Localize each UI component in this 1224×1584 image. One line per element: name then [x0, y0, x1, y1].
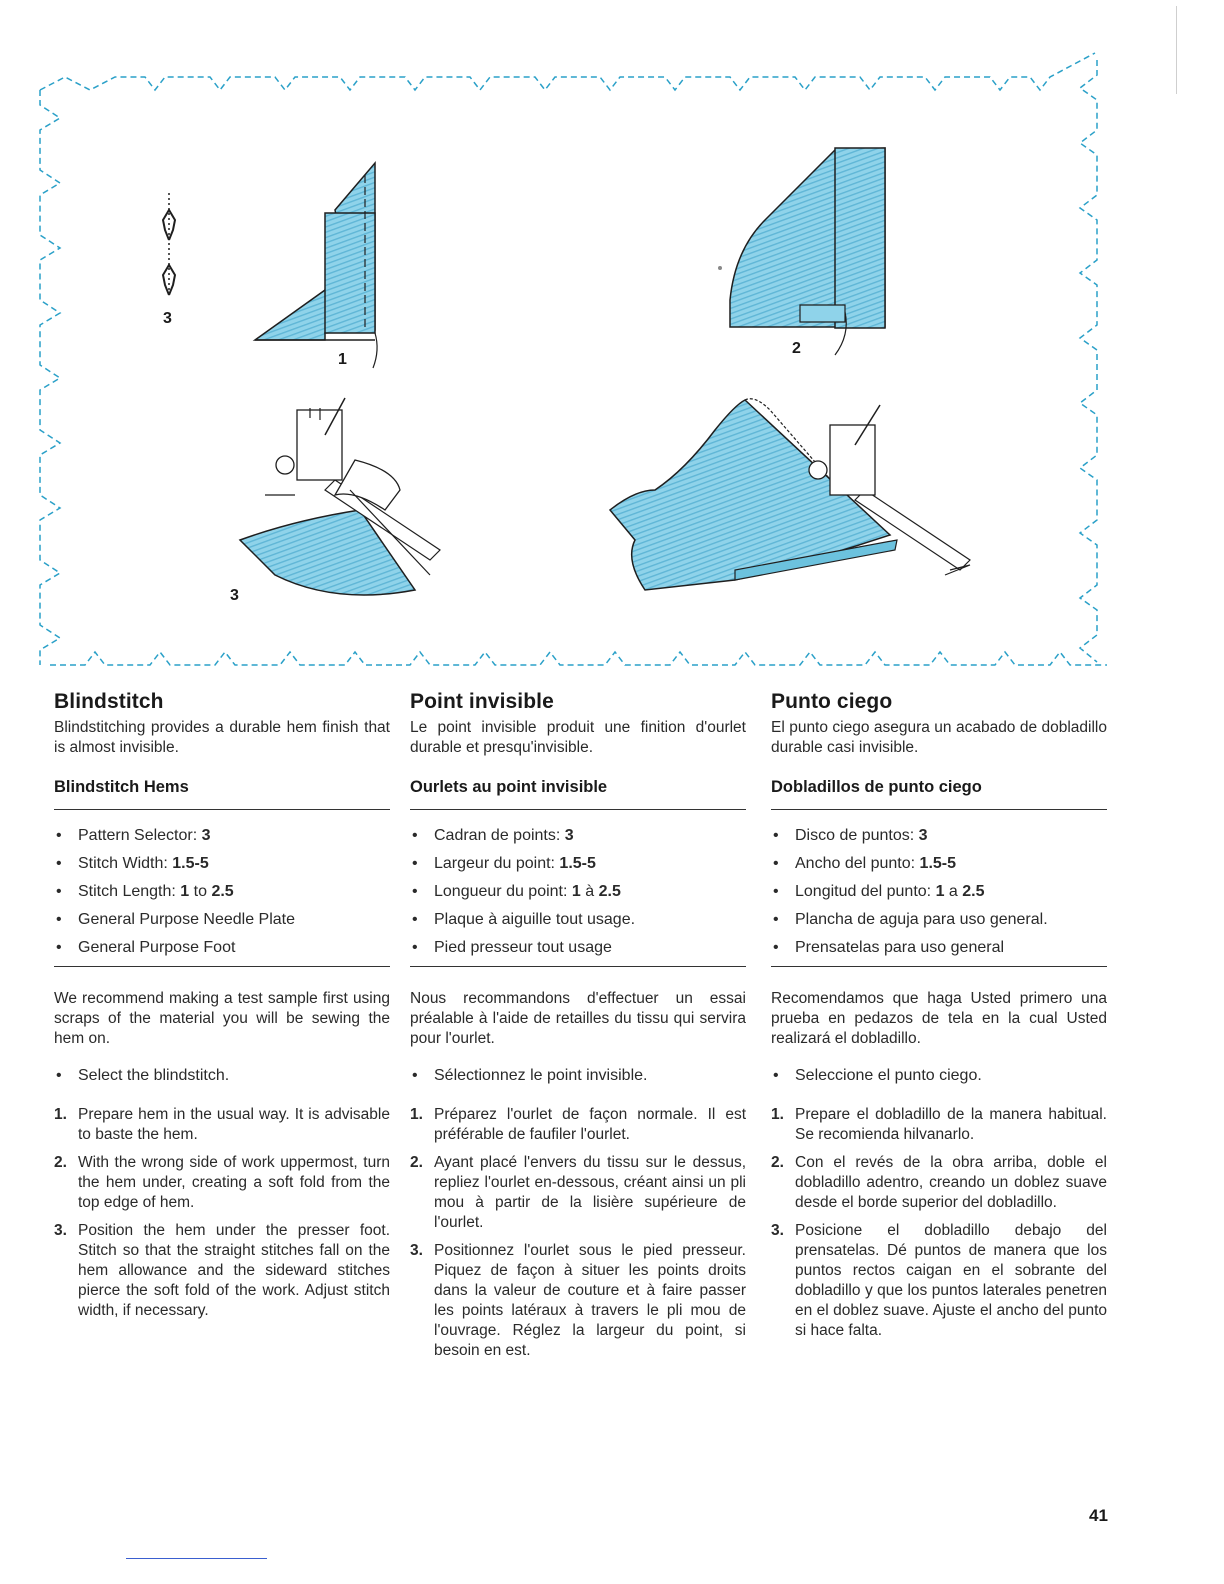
recommendation-text: Nous recommandons d'effectuer un essai préalable à l'aide de retailles du tissu qui servira pour l'ourlet.: [410, 990, 746, 1047]
settings-list: [771, 809, 1107, 967]
step-item: 3. Position the hem under the presser foot. Stitch so that the straight stitches fall on the hem allowance and the sideward stitches pierce the soft fold of the work. Adjust stitch width, if necessary.: [54, 1222, 390, 1319]
setting-item: • Pattern Selector: 3: [54, 822, 390, 850]
page-edge-mark: [1176, 6, 1177, 94]
settings-list: [54, 809, 390, 967]
column-french: [410, 690, 746, 1369]
section-intro: Le point invisible produit une finition d'ourlet durable et presqu'invisible.: [410, 719, 746, 756]
section-title: Blindstitch: [54, 690, 164, 713]
step-item: 2. Ayant placé l'envers du tissu sur le dessus, repliez l'ourlet en-dessous, créant ainsi un pli mou à partir de la lisière supérieure de l'ourlet.: [410, 1154, 746, 1231]
page-number: 41: [1089, 1506, 1108, 1525]
steps-list: [771, 1105, 1107, 1341]
setting-item: • Stitch Width: 1.5-5: [54, 850, 390, 878]
fabric-step2-illustration: [718, 148, 885, 355]
section-intro: Blindstitching provides a durable hem finish that is almost invisible.: [54, 719, 390, 756]
setting-item: • Longitud del punto: 1 a 2.5: [771, 878, 1107, 906]
zigzag-border-top: [40, 53, 1095, 90]
step2-label: 2: [792, 340, 801, 357]
setting-item: • Cadran de points: 3: [410, 822, 746, 850]
select-instruction: • Seleccione el punto ciego.: [771, 1067, 1107, 1085]
recommendation-text: We recommend making a test sample first using scraps of the material you will be sewing the hem on.: [54, 990, 390, 1047]
blindstitch-symbol-icon: [163, 190, 175, 295]
column-spanish: [771, 690, 1107, 1349]
section-title: Punto ciego: [771, 690, 893, 713]
footer-rule: [126, 1558, 267, 1559]
setting-item: • Plaque à aiguille tout usage.: [410, 906, 746, 934]
setting-item: • Prensatelas para uso general: [771, 934, 1107, 962]
steps-list: [410, 1105, 746, 1361]
select-instruction: • Sélectionnez le point invisible.: [410, 1067, 746, 1085]
zigzag-border-right: [1080, 60, 1097, 662]
setting-item: • Pied presseur tout usage: [410, 934, 746, 962]
step-item: 3. Posicione el dobladillo debajo del prensatelas. Dé puntos de manera que los puntos rectos caigan en el sobrante del dobladillo y que los puntos laterales penetren en el doblez suave. Ajuste el ancho del punto si hace falta.: [771, 1222, 1107, 1339]
step3-label: 3: [230, 587, 239, 604]
steps-list: [54, 1105, 390, 1321]
column-english: [54, 690, 390, 1329]
setting-item: • Longueur du point: 1 à 2.5: [410, 878, 746, 906]
setting-item: • General Purpose Needle Plate: [54, 906, 390, 934]
recommendation-text: Recomendamos que haga Usted primero una prueba en pedazos de tela en la cual Usted realizará el dobladillo.: [771, 990, 1107, 1047]
step-item: 1. Prepare el dobladillo de la manera habitual. Se recomienda hilvanarlo.: [771, 1106, 1107, 1143]
zigzag-border-bottom: [50, 652, 1107, 665]
step-item: 2. Con el revés de la obra arriba, doble el dobladillo adentro, creando un doblez suave desde el borde superior del dobladillo.: [771, 1154, 1107, 1211]
setting-item: • Ancho del punto: 1.5-5: [771, 850, 1107, 878]
setting-item: • Disco de puntos: 3: [771, 822, 1107, 850]
section-subhead: Ourlets au point invisible: [410, 778, 608, 796]
presser-foot-step3-illustration: [240, 398, 440, 595]
settings-list: [410, 809, 746, 967]
select-instruction: • Select the blindstitch.: [54, 1067, 390, 1085]
fabric-step1-illustration: [255, 163, 377, 368]
step1-label: 1: [338, 351, 347, 368]
zigzag-border-left: [40, 90, 60, 665]
garment-step3-illustration: [610, 399, 970, 590]
blindstitch-illustration: [35, 50, 1110, 670]
step-item: 3. Positionnez l'ourlet sous le pied presseur. Piquez de façon à situer les points droits dans la valeur de couture et à faire passer les points latéraux à travers le pli mou de l'ouvrage. Réglez la largeur du point, si besoin en est.: [410, 1242, 746, 1359]
section-title: Point invisible: [410, 690, 554, 713]
setting-item: • Largeur du point: 1.5-5: [410, 850, 746, 878]
setting-item: • Stitch Length: 1 to 2.5: [54, 878, 390, 906]
setting-item: • Plancha de aguja para uso general.: [771, 906, 1107, 934]
step-item: 2. With the wrong side of work uppermost, turn the hem under, creating a soft fold from the top edge of hem.: [54, 1154, 390, 1211]
section-subhead: Dobladillos de punto ciego: [771, 778, 982, 796]
section-subhead: Blindstitch Hems: [54, 778, 189, 796]
step-item: 1. Prepare hem in the usual way. It is advisable to baste the hem.: [54, 1106, 390, 1143]
pattern-number-label: 3: [163, 310, 172, 327]
setting-item: • General Purpose Foot: [54, 934, 390, 962]
section-intro: El punto ciego asegura un acabado de dobladillo durable casi invisible.: [771, 719, 1107, 756]
step-item: 1. Préparez l'ourlet de façon normale. Il est préférable de faufiler l'ourlet.: [410, 1106, 746, 1143]
